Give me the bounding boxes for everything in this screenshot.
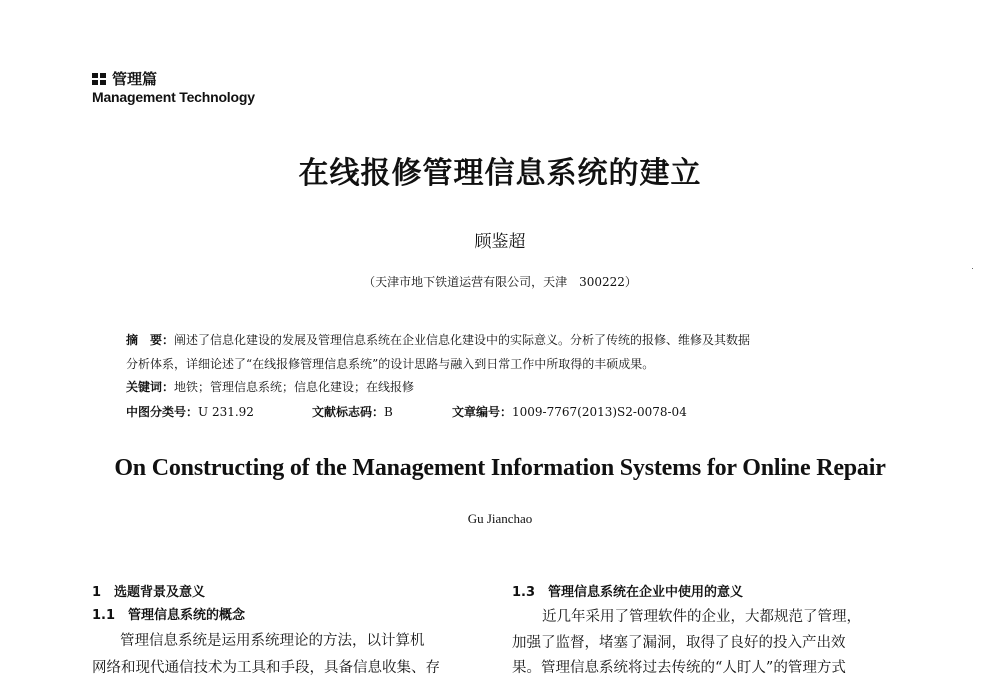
- classification-row: [126, 403, 687, 420]
- scan-speck: [972, 268, 973, 269]
- article-no-value: 1009-7767(2013)S2-0078-04: [512, 405, 687, 419]
- abstract-label: 摘 要：: [126, 333, 175, 347]
- section-label: [92, 68, 157, 89]
- clc-value: U 231.92: [198, 405, 254, 419]
- keywords-text: 地铁；管理信息系统；信息化建设；在线报修: [174, 380, 415, 394]
- keywords-line: [126, 378, 414, 395]
- abstract-text-1: 阐述了信息化建设的发展及管理信息系统在企业信息化建设中的实际意义。分析了传统的报修、维修及其数据: [174, 333, 751, 347]
- paragraph-line: 果。管理信息系统将过去传统的“人盯人”的管理方式: [512, 660, 846, 676]
- section-heading-1-3: 1.3 管理信息系统在企业中使用的意义: [512, 585, 744, 600]
- paragraph-line: 加强了监督，堵塞了漏洞，取得了良好的投入产出效: [512, 635, 846, 651]
- clc-label: 中图分类号：: [126, 405, 199, 419]
- doc-code-value: B: [384, 405, 393, 419]
- clc-field: [126, 403, 312, 420]
- doc-code-label: 文献标志码：: [312, 405, 385, 419]
- article-title-cn: 在线报修管理信息系统的建立: [298, 156, 702, 191]
- paragraph-line: 网络和现代通信技术为工具和手段，具备信息收集、存: [92, 660, 440, 676]
- author-affiliation: （天津市地下铁道运营有限公司，天津 300222）: [363, 275, 637, 289]
- abstract-line-2: 分析体系，详细论述了“在线报修管理信息系统”的设计思路与融入到日常工作中所取得的丰硕成果。: [126, 357, 655, 371]
- author-cn: 顾鉴超: [474, 232, 526, 252]
- article-title-en: On Constructing of the Management Information Systems for Online Repair: [114, 455, 886, 481]
- abstract-line-1: [126, 331, 750, 348]
- author-en: Gu Jianchao: [467, 511, 533, 526]
- doc-code-field: [312, 403, 452, 420]
- article-no-label: 文章编号：: [452, 405, 513, 419]
- section-label-text: 管理篇: [112, 70, 158, 88]
- article-no-field: [452, 403, 687, 420]
- section-heading-1-1: 1.1 管理信息系统的概念: [92, 608, 246, 623]
- paragraph-line: 管理信息系统是运用系统理论的方法，以计算机: [120, 633, 425, 649]
- keywords-label: 关键词：: [126, 380, 175, 394]
- section-heading-1: 1 选题背景及意义: [92, 585, 206, 600]
- section-grid-icon: [92, 73, 106, 85]
- paragraph-line: 近几年采用了管理软件的企业，大都规范了管理，: [542, 609, 861, 625]
- section-label-en: Management Technology: [92, 89, 255, 105]
